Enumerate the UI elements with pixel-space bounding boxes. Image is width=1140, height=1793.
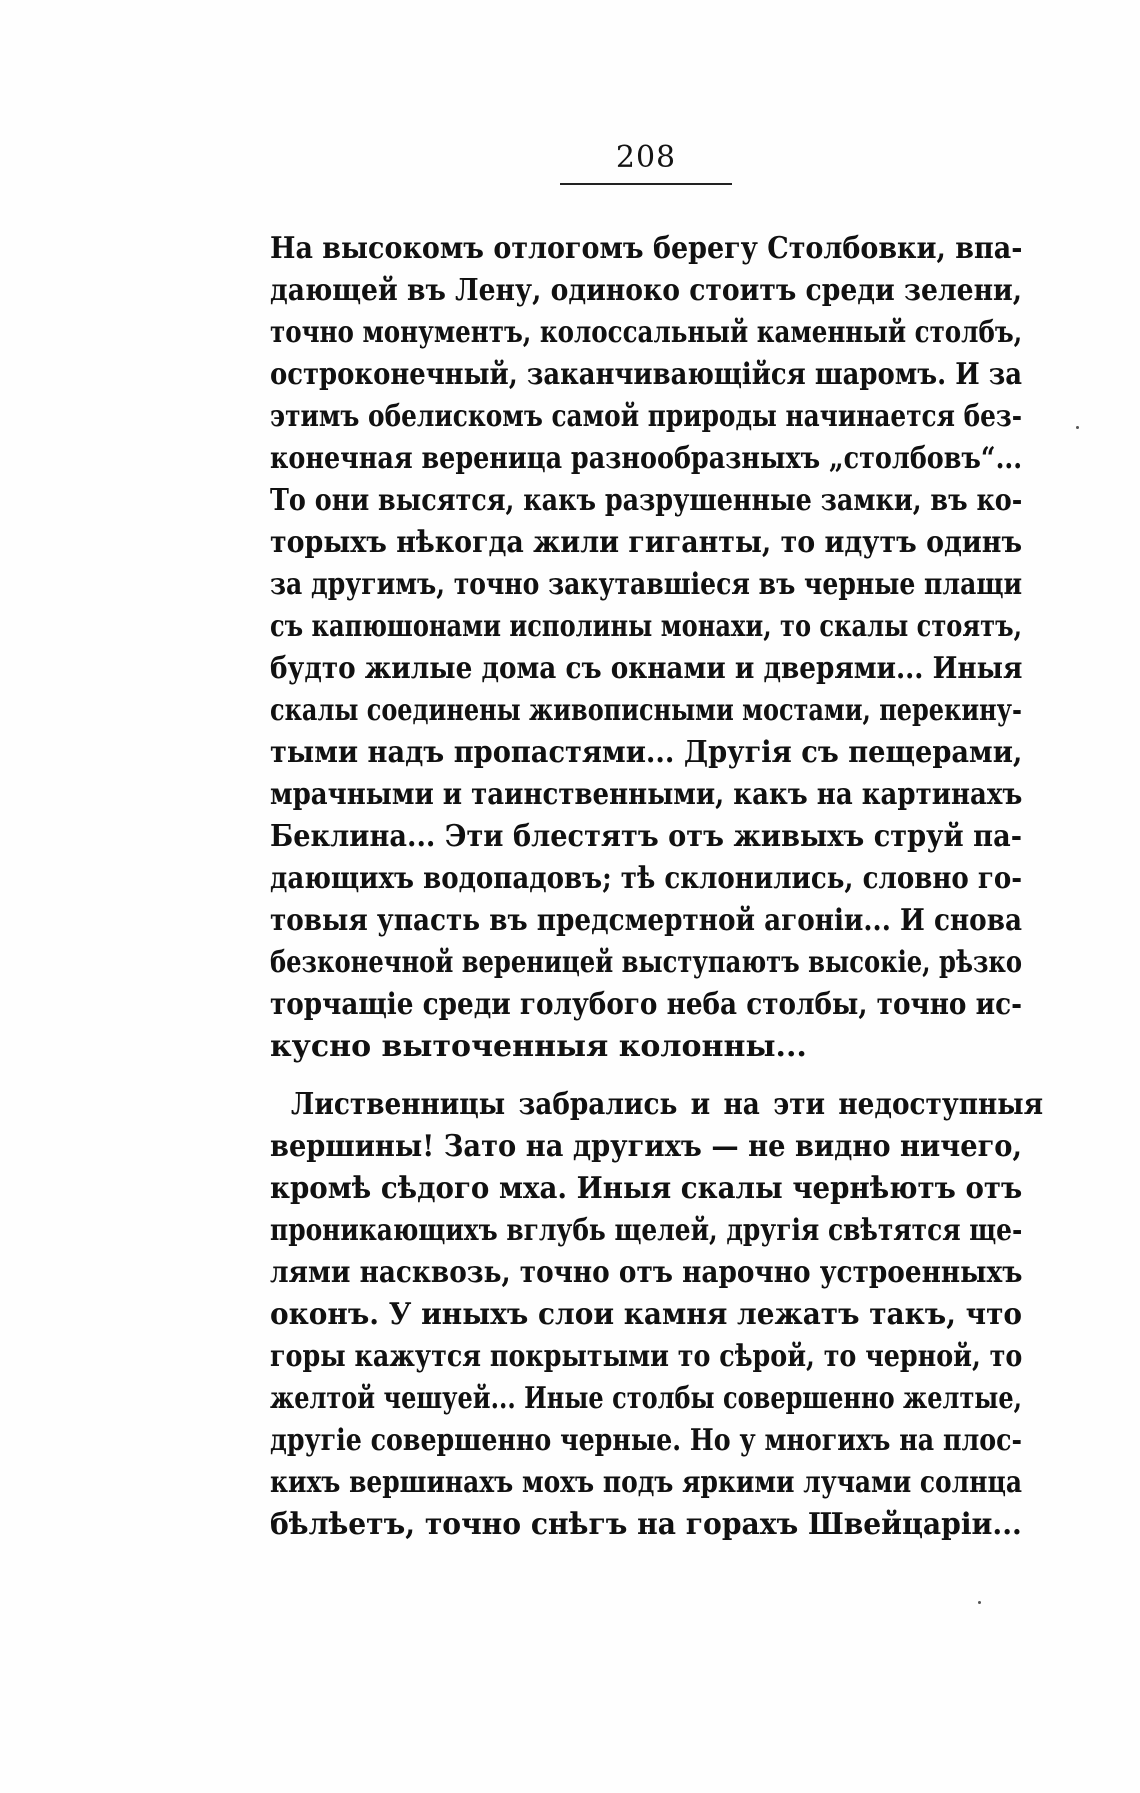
text-line: Лиственницы забрались и на эти недоступныя xyxy=(291,1087,1044,1122)
text-line: товыя упасть въ предсмертной агоніи... И снова xyxy=(270,903,1022,938)
page-number: 208 xyxy=(615,140,677,175)
body-text xyxy=(270,228,1044,1546)
text-line: за другимъ, точно закутавшіеся въ черные плащи xyxy=(270,567,1023,602)
text-line: другіе совершенно черные. Но у многихъ на плос- xyxy=(270,1423,1022,1458)
text-line: вершины! Зато на другихъ — не видно ничего, xyxy=(270,1129,1022,1164)
text-line: скалы соединены живописными мостами, перекину- xyxy=(270,693,1022,728)
text-line: оконъ. У иныхъ слои камня лежатъ такъ, что xyxy=(270,1297,1023,1332)
text-line: мрачными и таинственными, какъ на картинахъ xyxy=(270,777,1023,812)
text-line: желтой чешуей... Иные столбы совершенно желтые, xyxy=(270,1381,1022,1416)
text-line: торыхъ нѣкогда жили гиганты, то идутъ одинъ xyxy=(270,525,1023,560)
text-line: остроконечный, заканчивающійся шаромъ. И за xyxy=(270,357,1023,392)
text-line: То они высятся, какъ разрушенные замки, въ ко- xyxy=(270,483,1023,518)
text-line: дающихъ водопадовъ; тѣ склонились, словно го- xyxy=(270,861,1023,896)
text-line: Беклина... Эти блестятъ отъ живыхъ струй па- xyxy=(270,819,1022,854)
text-line: горы кажутся покрытыми то сѣрой, то черной, то xyxy=(270,1339,1023,1374)
text-line: лями насквозь, точно отъ нарочно устроенныхъ xyxy=(270,1255,1023,1290)
text-line: проникающихъ вглубь щелей, другія свѣтятся ще- xyxy=(270,1213,1023,1248)
text-line: точно монументъ, колоссальный каменный столбъ, xyxy=(270,315,1023,350)
text-line: дающей въ Лену, одиноко стоитъ среди зелени, xyxy=(270,273,1023,308)
paragraph-gap xyxy=(270,1068,1022,1084)
text-line: На высокомъ отлогомъ берегу Столбовки, впа- xyxy=(270,231,1023,266)
text-line: будто жилые дома съ окнами и дверями... Иныя xyxy=(270,651,1023,686)
text-line: конечная вереница разнообразныхъ „столбовъ“... xyxy=(270,441,1023,476)
paragraph-1 xyxy=(270,228,1022,1068)
text-line: торчащіе среди голубого неба столбы, точно ис- xyxy=(270,987,1022,1022)
scan-speck xyxy=(1076,426,1079,429)
text-line: безконечной вереницей выступаютъ высокіе, рѣзко xyxy=(270,945,1023,980)
paragraph-2 xyxy=(270,1084,1044,1546)
scan-speck xyxy=(978,1601,981,1604)
text-line: тыми надъ пропастями... Другія съ пещерами, xyxy=(270,735,1023,770)
text-line: этимъ обелискомъ самой природы начинается без- xyxy=(270,399,1023,434)
header-rule xyxy=(560,183,732,185)
text-line: бѣлѣетъ, точно снѣгъ на горахъ Швейцаріи... xyxy=(270,1507,1022,1542)
text-line: съ капюшонами исполины монахи, то скалы стоятъ, xyxy=(270,609,1022,644)
text-line: кромѣ сѣдого мха. Иныя скалы чернѣютъ отъ xyxy=(270,1171,1023,1206)
text-line: кусно выточенныя колонны... xyxy=(270,1029,807,1064)
text-line: кихъ вершинахъ мохъ подъ яркими лучами солнца xyxy=(270,1465,1022,1500)
